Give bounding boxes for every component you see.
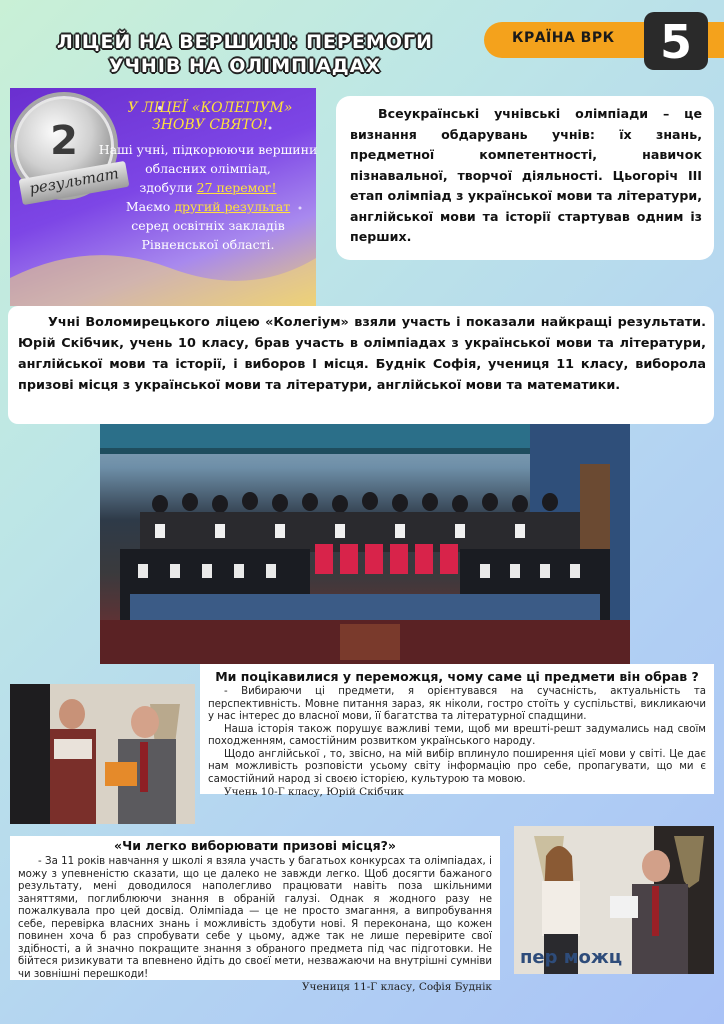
- interview-1-answer-p3: Щодо англійської , то, звісно, на мій вибір вплинуло поширення цієї мови у світі. Це дає нам можливість розповісти усьому світу інформацію про себе, пропагувати, що ми є самостійний народ зі своєю історією, культурою та мовою.: [208, 748, 706, 785]
- interview-1-question: Ми поцікавилися у переможця, чому саме ці предмети він обрав ?: [215, 669, 699, 684]
- winner-photo-1: [10, 684, 195, 824]
- banner-body-part4: серед освітніх закладів Рівненської області.: [131, 218, 285, 252]
- page-title-line2: УЧНІВ НА ОЛІМПІАДАХ: [108, 55, 382, 77]
- interview-2-answer-text: - За 11 років навчання у школі я взяла участь у багатьох конкурсах та олімпіадах, і можу з упевненістю сказати, що це далеко не завжди легко. Щоб досягти бажаного результату, мені доводилося наполегливо працювати навіть поза шкільними заняттями, поглиблюючи знання в обраній галузі. Однак я жодного разу не пожалкувала про цей досвід. Олімпіада — це не просто змагання, а випробування себе, перевірка власних знань і можливість здобути нові. Я переконана, що кожен повинен хоча б раз спробувати себе у цьому, адже так не лише перевірите свої здібності, а й значно покращите знання з обраного предмета під час підготовки. Не бійтеся ризикувати та впевнено йдіть до своєї мети, незважаючи на внутрішні сумніви чи зовнішні перешкоди!: [18, 856, 492, 980]
- interview-box-2: [10, 836, 500, 993]
- winner-photo-2-backdrop-text: пер можц: [520, 947, 623, 968]
- interview-2-signature: Учениця 11-Г класу, Софія Буднік: [301, 981, 492, 993]
- banner-highlight-wins: 27 перемог!: [196, 180, 277, 195]
- interview-1-signature: Учень 10-Г класу, Юрій Скібчик: [224, 786, 404, 798]
- interview-1-answer-p1: - Вибираючи ці предмети, я орієнтувався на сучасність, актуальність та перспективність. Мовне питання зараз, як ніколи, гостро стоїть у суспільстві, викликаючи у нас інтерес до власної мови, її багатства та літературної спадщини.: [208, 686, 706, 722]
- ribbon-text: результат: [27, 164, 121, 198]
- banner-heading-line1: У ЛІЦЕЇ «КОЛЕГІУМ»: [127, 100, 293, 116]
- banner-body-part3: Маємо: [125, 199, 175, 214]
- interview-2-answer: [18, 856, 492, 981]
- page-number: 5: [659, 15, 692, 69]
- page-title-line1: ЛІЦЕЙ НА ВЕРШИНІ: ПЕРЕМОГИ: [57, 31, 433, 53]
- banner-body-part1: Наші учні, підкорюючи вершини обласних олімпіад,: [98, 142, 318, 176]
- medal-number: 2: [50, 118, 78, 164]
- main-text-box: [8, 306, 714, 424]
- banner-heading: [110, 100, 310, 134]
- winner-photo-2: [514, 826, 714, 974]
- banner-highlight-rank: другий результат: [174, 199, 291, 214]
- main-text: Учні Воломирецького ліцею «Колегіум» взяли участь і показали найкращі результати. Юрій Скібчик, учень 10 класу, брав участь в олімпіадах з української мови та літератури, англійської мови та історії, і виборов І місця. Буднік Софія, учениця 11 класу, виборола призові місця з української мови та літератури, англійської мови та математики.: [18, 315, 706, 393]
- interview-1-answer: [208, 686, 706, 786]
- intro-text-box: [336, 96, 714, 260]
- page-title: [30, 30, 460, 78]
- group-photo: [100, 424, 630, 664]
- interview-1-answer-p2: Наша історія також порушує важливі теми, щоб ми врешті-решт задумались над своїм походженням, самостійним розвитком українського народу.: [208, 723, 706, 747]
- banner-body-part2: здобули: [139, 180, 197, 195]
- banner-heading-line2: ЗНОВУ СВЯТО!: [151, 117, 268, 133]
- section-badge-label: КРАЇНА ВРК: [512, 30, 615, 46]
- winner-photo-1-figures: [10, 684, 195, 824]
- banner-body: [98, 140, 318, 254]
- interview-2-question: «Чи легко виборювати призові місця?»: [114, 838, 396, 853]
- intro-text: Всеукраїнські учнівські олімпіади – це визнання обдарувань учнів: їх знань, предметної компетентності, навичок пізнавальної, творчої діяльності. Цьогоріч ІІІ етап олімпіад з української мови та літератури, англійської мови та історії стартував одним із перших.: [350, 106, 702, 244]
- group-photo-figures: [100, 424, 630, 664]
- interview-box-1: [200, 664, 714, 798]
